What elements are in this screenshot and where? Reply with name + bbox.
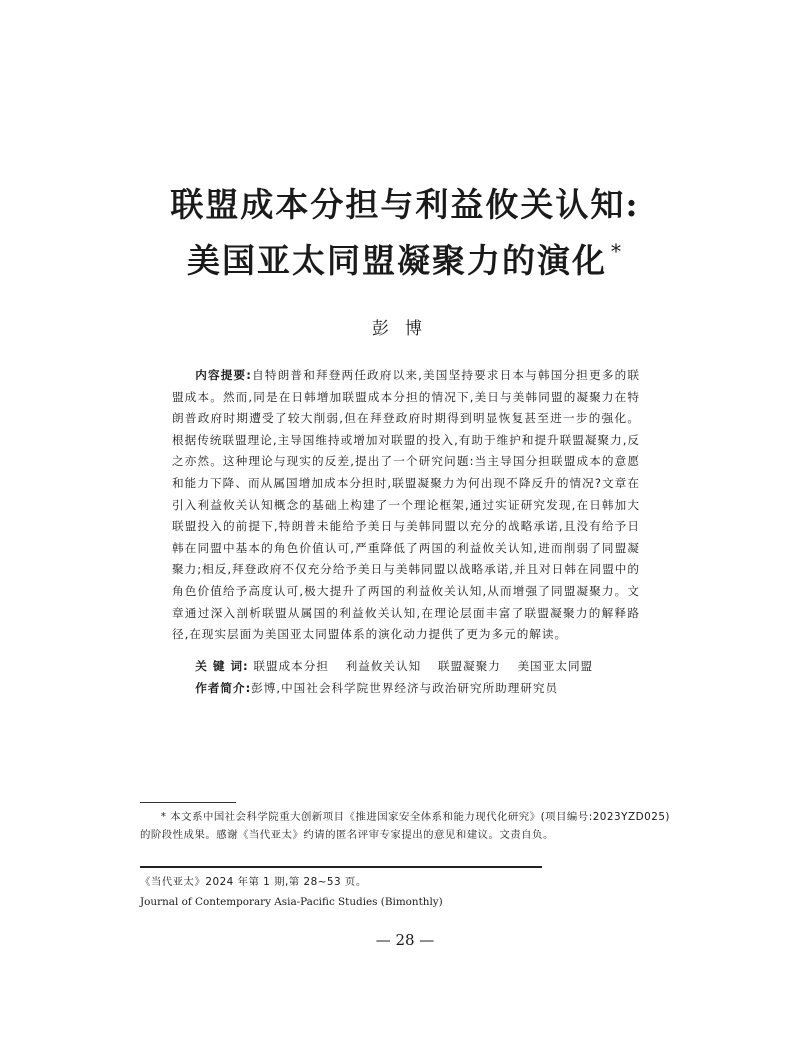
- journal-citation: 《当代亚太》2024 年第 1 期,第 28~53 页。: [140, 876, 367, 888]
- author-name: 彭博: [372, 319, 438, 339]
- footnote: * 本文系中国社会科学院重大创新项目《推进国家安全体系和能力现代化研究》(项目编号:2023YZD025)的阶段性成果。感谢《当代亚太》约请的匿名评审专家提出的意见和建议。文责自负。: [140, 811, 670, 841]
- page-number: — 28 —: [375, 931, 435, 949]
- keywords-label: 关 键 词:: [195, 659, 249, 673]
- abstract-text: 自特朗普和拜登两任政府以来,美国坚持要求日本与韩国分担更多的联盟成本。然而,同是在日韩增加联盟成本分担的情况下,美日与美韩同盟的凝聚力在特朗普政府时期遭受了较大削弱,但在拜登政府时期得到明显恢复甚至进一步的强化。根据传统联盟理论,主导国维持或增加对联盟的投入,有助于维护和提升联盟凝聚力,反之亦然。这种理论与现实的反差,提出了一个研究问题:当主导国分担联盟成本的意愿和能力下降、而从属国增加成本分担时,联盟凝聚力为何出现不降反升的情况?文章在引入利益攸关认知概念的基础上构建了一个理论框架,通过实证研究发现,在日韩加大联盟投入的前提下,特朗普未能给予美日与美韩同盟以充分的战略承诺,且没有给予日韩在同盟中基本的角色价值认可,严重降低了两国的利益攸关认知,进而削弱了同盟凝聚力;相反,拜登政府不仅充分给予美日与美韩同盟以战略承诺,并且对日韩在同盟中的角色价值给予高度认可,极大提升了两国的利益攸关认知,从而增强了同盟凝聚力。文章通过深入剖析联盟从属国的利益攸关认知,在理论层面丰富了联盟凝聚力的解释路径,在现实层面为美国亚太同盟体系的演化动力提供了更为多元的解读。: [172, 368, 640, 642]
- keyword-item: 联盟成本分担: [253, 659, 329, 673]
- keyword-item: 利益攸关认知: [345, 659, 422, 673]
- journal-english-name: Journal of Contemporary Asia-Pacific Studies (Bimonthly): [140, 896, 443, 908]
- title-line-2-text: 美国亚太同盟凝聚力的演化: [187, 241, 607, 280]
- article-title-line-1: [120, 183, 690, 227]
- footnote-divider: [140, 802, 236, 803]
- title-line-1-text: 联盟成本分担与利益攸关认知:: [170, 185, 640, 224]
- abstract-label: 内容提要:: [195, 368, 252, 382]
- author-info-label: 作者简介:: [195, 681, 252, 695]
- author-info-text: 彭博,中国社会科学院世界经济与政治研究所助理研究员: [251, 681, 559, 695]
- keyword-item: 联盟凝聚力: [437, 659, 501, 673]
- keywords: [172, 656, 640, 678]
- title-footnote-mark: *: [611, 239, 623, 263]
- keyword-item: 美国亚太同盟: [517, 659, 594, 673]
- abstract: [172, 365, 640, 646]
- source-divider: [140, 866, 542, 868]
- article-title-line-2: [120, 229, 690, 283]
- author-info: [172, 678, 640, 700]
